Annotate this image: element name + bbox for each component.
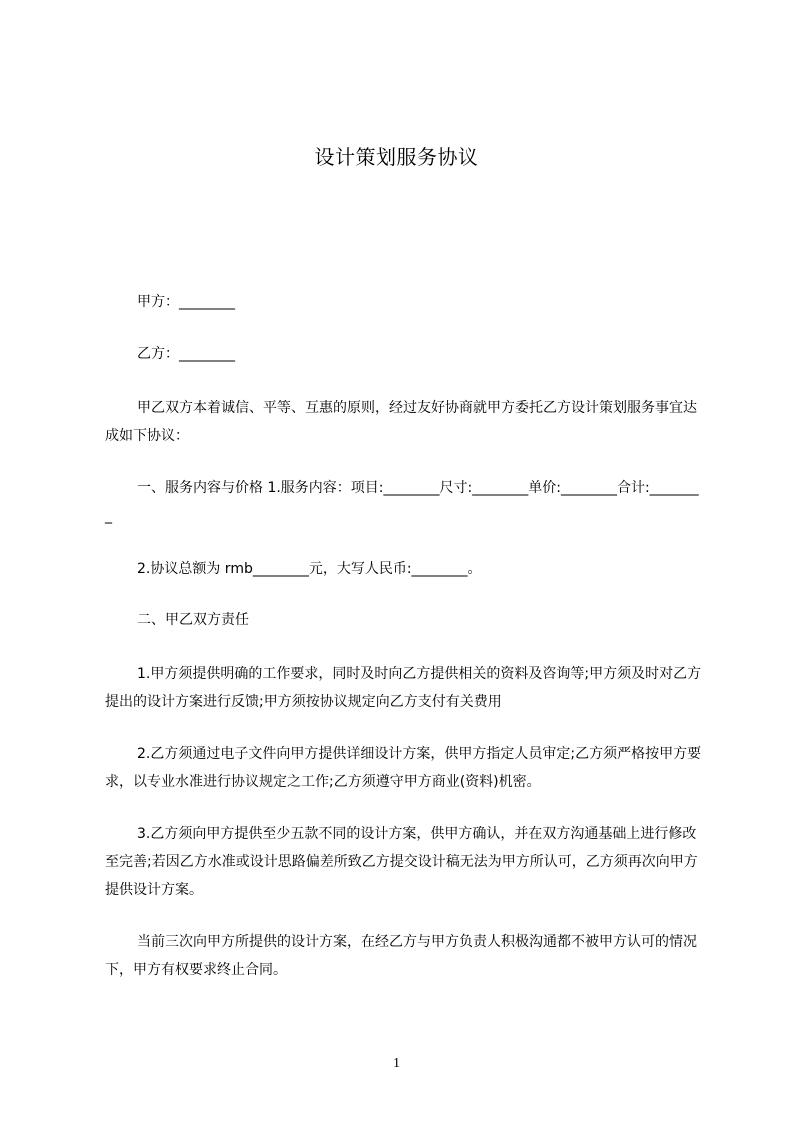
page-number: 1 [393,1056,400,1071]
party-a-line: 甲方：________ [137,294,235,310]
service-content-paragraph: 一、服务内容与价格 1.服务内容：项目:________尺寸:________单价:________合计:________ [105,480,699,524]
party-b-duties-paragraph: 2.乙方须通过电子文件向甲方提供详细设计方案，供甲方指定人员审定;乙方须严格按甲方要求，以专业水准进行协议规定之工作;乙方须遵守甲方商业(资料)机密。 [105,746,702,790]
preamble-paragraph: 甲乙双方本着诚信、平等、互惠的原则，经过友好协商就甲方委托乙方设计策划服务事宜达成如下协议： [105,400,697,444]
design-proposals-paragraph: 3.乙方须向甲方提供至少五款不同的设计方案，供甲方确认，并在双方沟通基础上进行修改至完善;若因乙方水准或设计思路偏差所致乙方提交设计稿无法为甲方所认可，乙方须再次向甲方提供设计方案。 [105,826,698,898]
responsibilities-heading: 二、甲乙双方责任 [137,612,249,628]
party-a-duties-paragraph: 1.甲方须提供明确的工作要求，同时及时向乙方提供相关的资料及咨询等;甲方须及时对乙方提出的设计方案进行反馈;甲方须按协议规定向乙方支付有关费用 [105,666,702,710]
party-b-line: 乙方：________ [137,346,235,362]
total-amount-paragraph: 2.协议总额为 rmb________元，大写人民币:________。 [137,561,482,577]
document-title: 设计策划服务协议 [314,145,479,169]
termination-paragraph: 当前三次向甲方所提供的设计方案，在经乙方与甲方负责人积极沟通都不被甲方认可的情况下，甲方有权要求终止合同。 [105,934,697,978]
